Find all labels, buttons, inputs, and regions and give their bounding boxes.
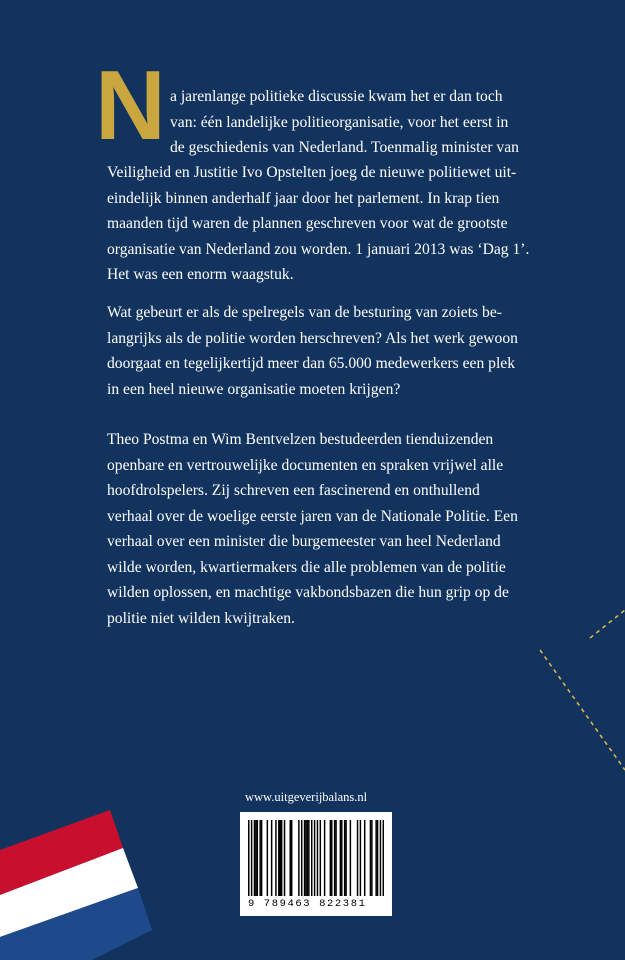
text-line: verhaal over de woelige eerste jaren van de Nationale Politie. Een xyxy=(107,507,518,525)
barcode-bar xyxy=(330,820,331,896)
barcode-bar xyxy=(261,820,262,896)
isbn-barcode xyxy=(240,812,392,916)
barcode-bar xyxy=(298,820,299,896)
barcode-bar xyxy=(364,820,365,896)
barcode-bar xyxy=(279,820,280,896)
barcode-bar xyxy=(301,820,302,896)
barcode-bar xyxy=(259,820,260,896)
text-line: doorgaat en tegelijkertijd meer dan 65.000 medewerkers een plek xyxy=(107,355,516,372)
drop-cap-letter: N xyxy=(95,50,164,160)
barcode-bar xyxy=(371,820,372,896)
barcode-bar xyxy=(257,820,258,896)
text-line: verhaal over een minister die burgemeester van heel Nederland xyxy=(107,533,501,550)
barcode-bar xyxy=(278,820,279,896)
barcode-bar xyxy=(357,820,358,896)
barcode-bar xyxy=(281,820,282,896)
barcode-bar xyxy=(340,820,341,896)
barcode-bar xyxy=(377,820,378,896)
text-line: a jarenlange politieke discussie kwam het er dan toch xyxy=(170,88,503,105)
barcode-bar xyxy=(360,820,361,896)
barcode-bar xyxy=(271,820,272,896)
text-line: maanden tijd waren de plannen geschreven voor wat de grootste xyxy=(107,215,508,232)
text-line: openbare en vertrouwelijke documenten en spraken vrijwel alle xyxy=(107,456,504,474)
text-line: Wat gebeurt er als de spelregels van de besturing van zoiets be- xyxy=(107,304,502,321)
publisher-website: www.uitgeverijbalans.nl xyxy=(245,790,368,804)
barcode-bar xyxy=(314,820,315,896)
barcode-bar xyxy=(284,820,285,896)
text-line: Theo Postma en Wim Bentvelzen bestudeerden tienduizenden xyxy=(107,431,494,448)
barcode-bar xyxy=(291,820,292,896)
barcode-bar xyxy=(331,820,332,896)
barcode-bar xyxy=(370,820,371,896)
barcode-bar xyxy=(380,820,381,896)
barcode-bar xyxy=(317,820,318,896)
barcode-bar xyxy=(311,820,312,896)
barcode-bar xyxy=(334,820,335,896)
barcode-bar xyxy=(290,820,291,896)
barcode-bar xyxy=(275,820,276,896)
text-line: wilde worden, kwartiermakers die alle problemen van de politie xyxy=(107,558,506,576)
barcode-bar xyxy=(307,820,308,896)
text-line: in een heel nieuwe organisatie moeten krijgen? xyxy=(107,380,401,398)
barcode-bar xyxy=(383,820,384,896)
barcode-bar xyxy=(350,820,351,896)
barcode-bar xyxy=(251,820,252,896)
barcode-bar xyxy=(308,820,309,896)
barcode-bars xyxy=(248,820,384,896)
text-line: langrijks als de politie worden herschreven? Als het werk gewoon xyxy=(107,329,518,347)
barcode-bar xyxy=(345,820,346,896)
text-line: hoofdrolspelers. Zij schreven een fascinerend en onthullend xyxy=(107,482,480,499)
barcode-bar xyxy=(344,820,345,896)
text-line: van: één landelijke politieorganisatie, voor het eerst in xyxy=(170,113,509,131)
barcode-bar xyxy=(248,820,249,896)
text-line: Het was een enorm waagstuk. xyxy=(107,266,294,283)
text-line: politie niet wilden kwijtraken. xyxy=(107,609,295,627)
text-line: eindelijk binnen anderhalf jaar door het parlement. In krap tien xyxy=(107,189,500,207)
text-line: de geschiedenis van Nederland. Toenmalig minister van xyxy=(170,139,519,156)
barcode-bar xyxy=(254,820,255,896)
text-line: organisatie van Nederland zou worden. 1 januari 2013 was ‘Dag 1’. xyxy=(107,240,530,258)
barcode-bar xyxy=(267,820,268,896)
barcode-number: 9 789463 822381 xyxy=(248,898,367,910)
barcode-bar xyxy=(305,820,306,896)
barcode-bar xyxy=(335,820,336,896)
text-line: wilden oplossen, en machtige vakbondsbazen die hun grip op de xyxy=(107,584,509,601)
text-line: Veiligheid en Justitie Ivo Opstelten joeg de nieuwe politiewet uit- xyxy=(107,164,517,181)
barcode-bar xyxy=(304,820,305,896)
barcode-bar xyxy=(341,820,342,896)
barcode-bar xyxy=(375,820,376,896)
barcode-bar xyxy=(320,820,321,896)
barcode-bar xyxy=(324,820,325,896)
barcode-bar xyxy=(255,820,256,896)
